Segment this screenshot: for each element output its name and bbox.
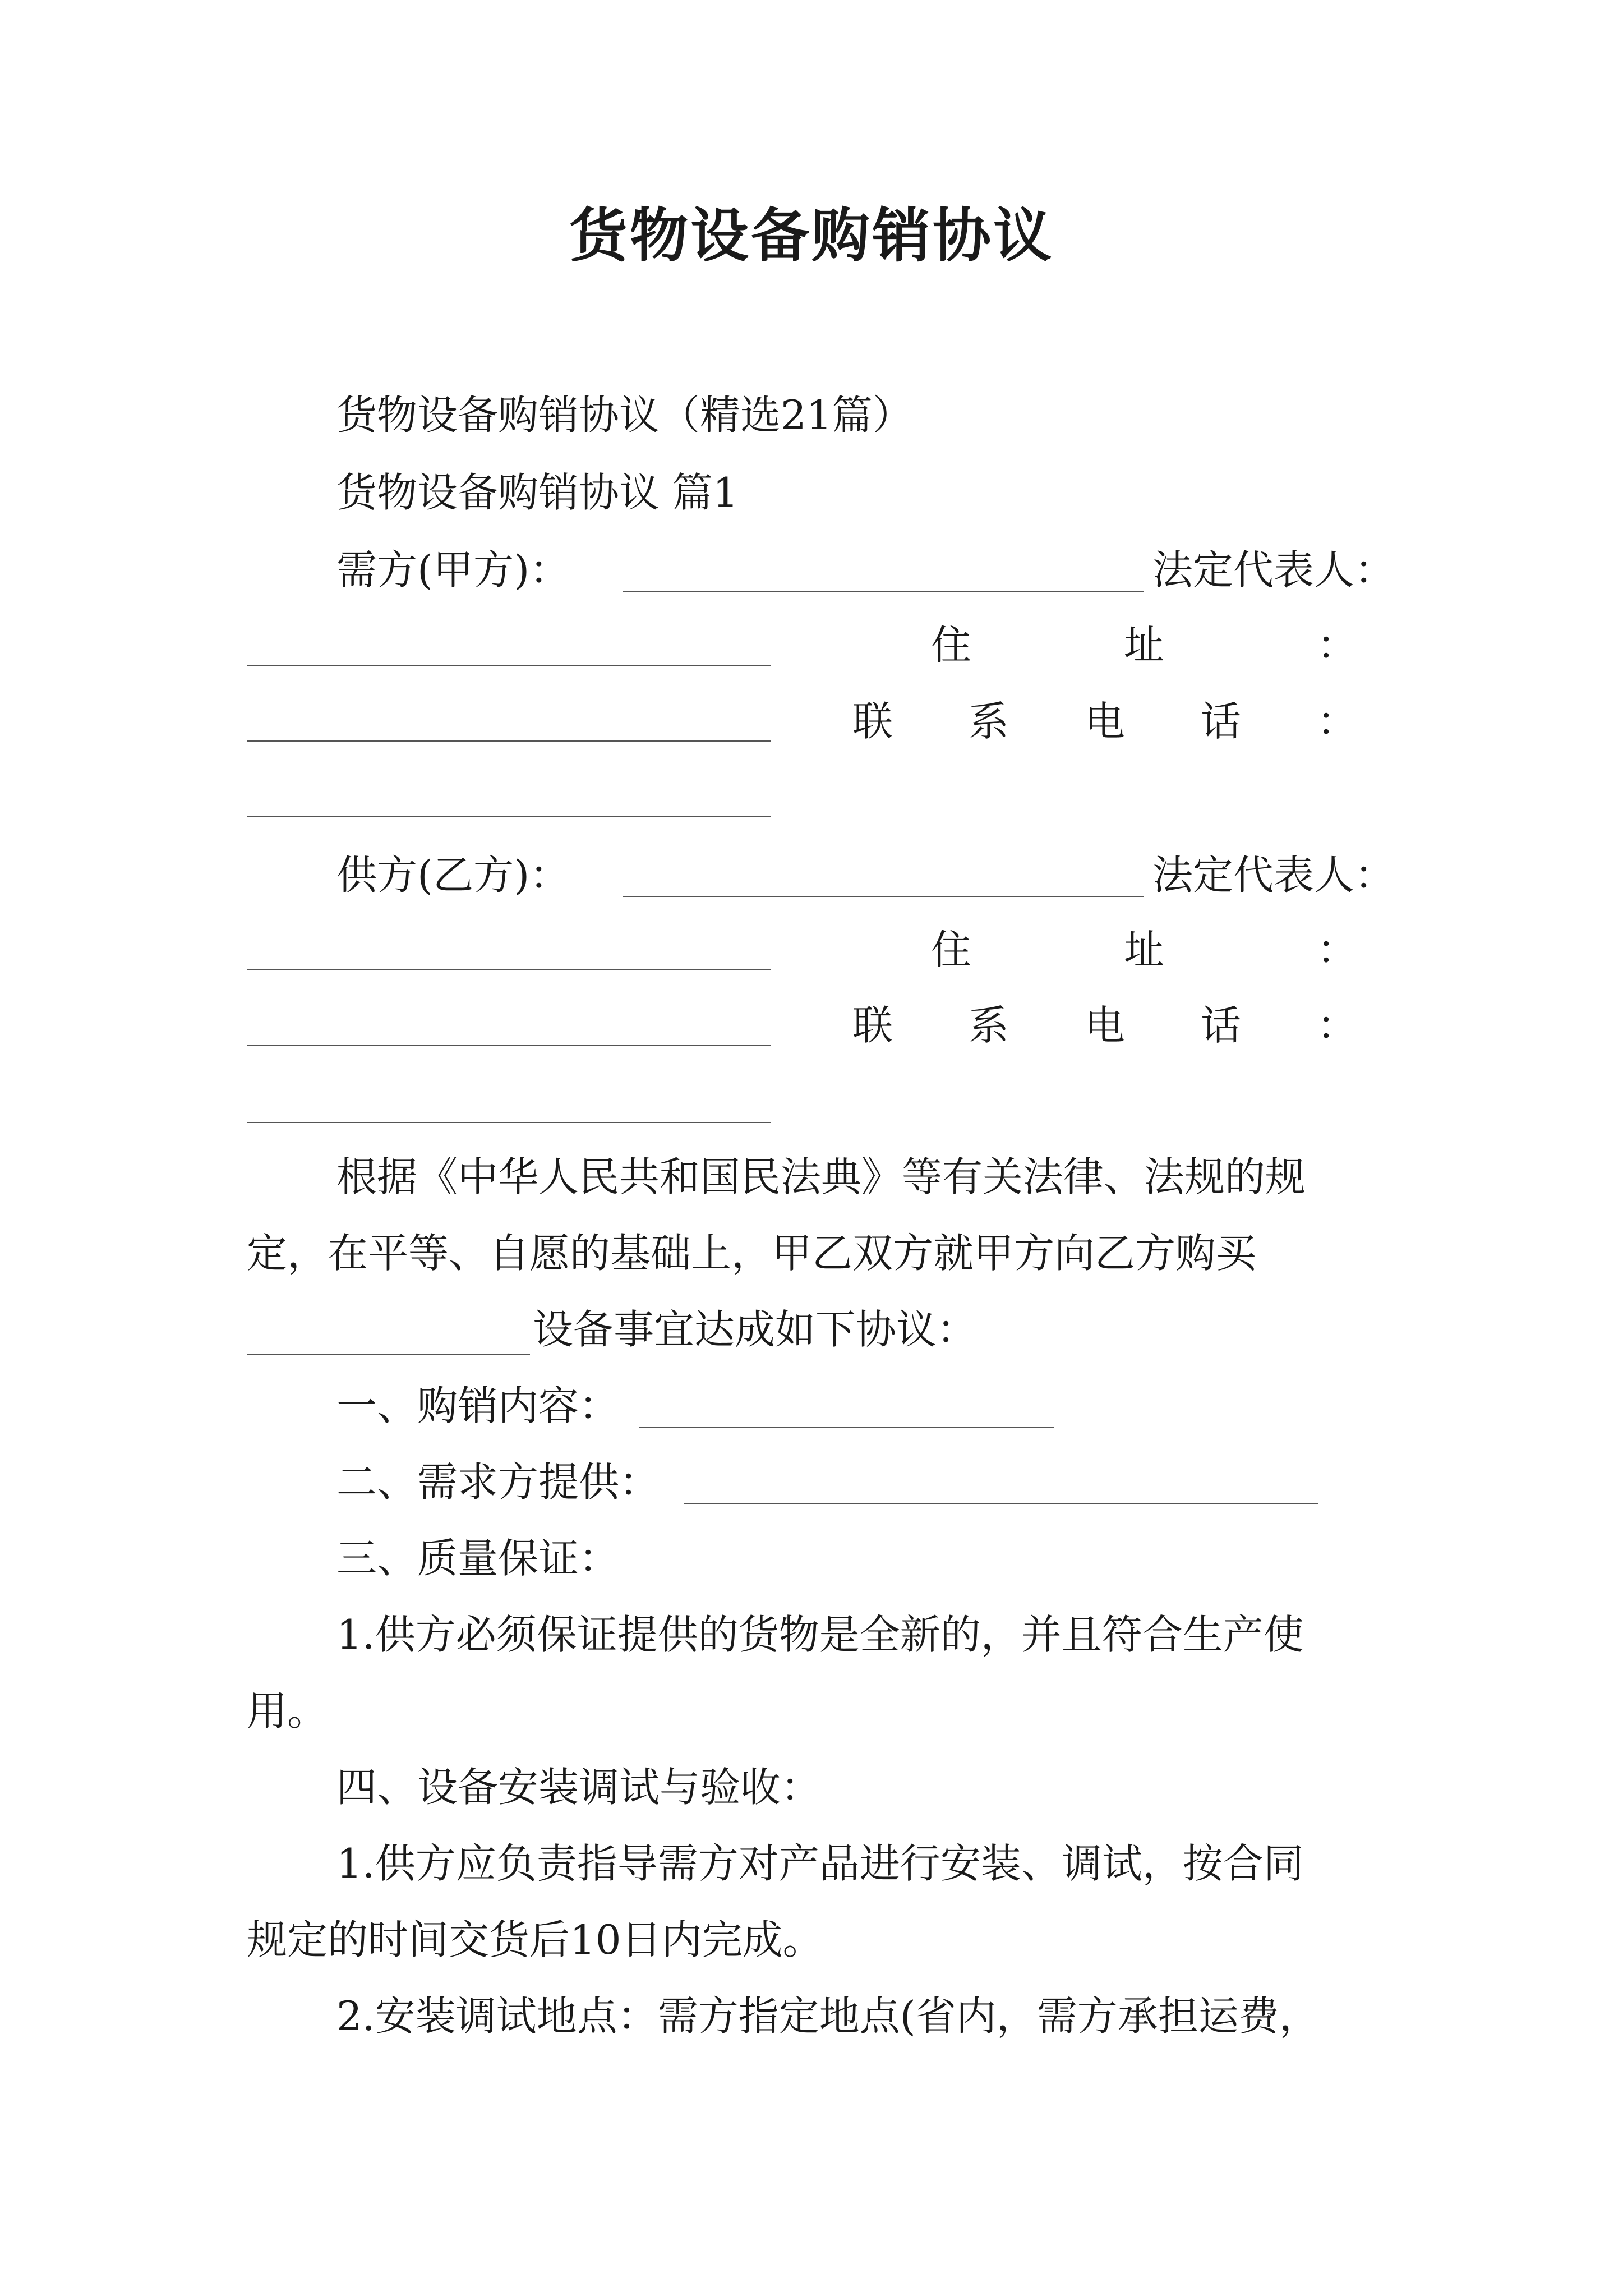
buyer-phone-char: 电 bbox=[1084, 698, 1125, 745]
seller-phone-char: ： bbox=[1316, 1002, 1357, 1049]
buyer-phone-char: ： bbox=[1316, 698, 1357, 745]
paragraph-line: 用。 bbox=[247, 1687, 328, 1734]
seller-phone-label bbox=[852, 997, 1357, 1053]
seller-phone-char: 联 bbox=[852, 1002, 893, 1049]
seller-representative-label: 法定代表人： bbox=[1152, 852, 1395, 899]
buyer-provides-blank bbox=[684, 1503, 1318, 1504]
buyer-phone-char: 系 bbox=[968, 698, 1009, 745]
seller-representative-blank bbox=[247, 969, 771, 970]
paragraph-line: 2.安装调试地点：需方指定地点(省内，需方承担运费， bbox=[336, 1993, 1320, 2040]
seller-address-char: 址 bbox=[1123, 926, 1164, 973]
subtitle: 货物设备购销协议（精选21篇） bbox=[336, 392, 913, 439]
seller-party-label: 供方(乙方)： bbox=[336, 852, 570, 899]
buyer-phone-label bbox=[852, 693, 1357, 749]
preamble-line: 定，在平等、自愿的基础上，甲乙双方就甲方向乙方购买 bbox=[247, 1230, 1257, 1277]
buyer-representative-blank bbox=[247, 665, 771, 666]
buyer-phone-char: 话 bbox=[1200, 698, 1241, 745]
seller-address-blank bbox=[247, 1045, 771, 1046]
seller-address-label bbox=[931, 922, 1357, 978]
section-heading: 三、质量保证： bbox=[336, 1535, 620, 1582]
chapter-heading: 货物设备购销协议 篇1 bbox=[336, 469, 739, 516]
paragraph-line: 1.供方必须保证提供的货物是全新的，并且符合生产使 bbox=[336, 1611, 1304, 1658]
seller-address-char: 住 bbox=[931, 926, 972, 973]
buyer-address-blank bbox=[247, 740, 771, 742]
preamble-line: 根据《中华人民共和国民法典》等有关法律、法规的规 bbox=[336, 1153, 1306, 1200]
seller-name-blank bbox=[623, 896, 1144, 897]
seller-phone-char: 电 bbox=[1084, 1002, 1125, 1049]
seller-phone-char: 系 bbox=[968, 1002, 1009, 1049]
buyer-name-blank bbox=[623, 591, 1144, 592]
purchase-content-blank bbox=[639, 1427, 1054, 1428]
buyer-address-char: 址 bbox=[1123, 622, 1164, 669]
document-title: 货物设备购销协议 bbox=[569, 201, 1054, 270]
seller-address-char: ： bbox=[1316, 926, 1357, 973]
buyer-phone-char: 联 bbox=[852, 698, 893, 745]
buyer-party-label: 需方(甲方)： bbox=[336, 546, 570, 593]
section-heading: 二、需求方提供： bbox=[336, 1458, 660, 1506]
paragraph-line: 1.供方应负责指导需方对产品进行安装、调试，按合同 bbox=[336, 1840, 1304, 1887]
section-heading: 一、购销内容： bbox=[336, 1382, 620, 1429]
equipment-name-blank bbox=[247, 1354, 530, 1355]
buyer-address-char: ： bbox=[1316, 622, 1357, 669]
buyer-address-label bbox=[931, 617, 1357, 673]
buyer-address-char: 住 bbox=[931, 622, 972, 669]
seller-phone-blank bbox=[247, 1122, 771, 1123]
section-heading: 四、设备安装调试与验收： bbox=[336, 1764, 822, 1811]
seller-phone-char: 话 bbox=[1200, 1002, 1241, 1049]
preamble-line: 设备事宜达成如下协议： bbox=[533, 1306, 978, 1353]
buyer-phone-blank bbox=[247, 816, 771, 817]
paragraph-line: 规定的时间交货后10日内完成。 bbox=[247, 1916, 823, 1963]
buyer-representative-label: 法定代表人： bbox=[1152, 546, 1395, 593]
